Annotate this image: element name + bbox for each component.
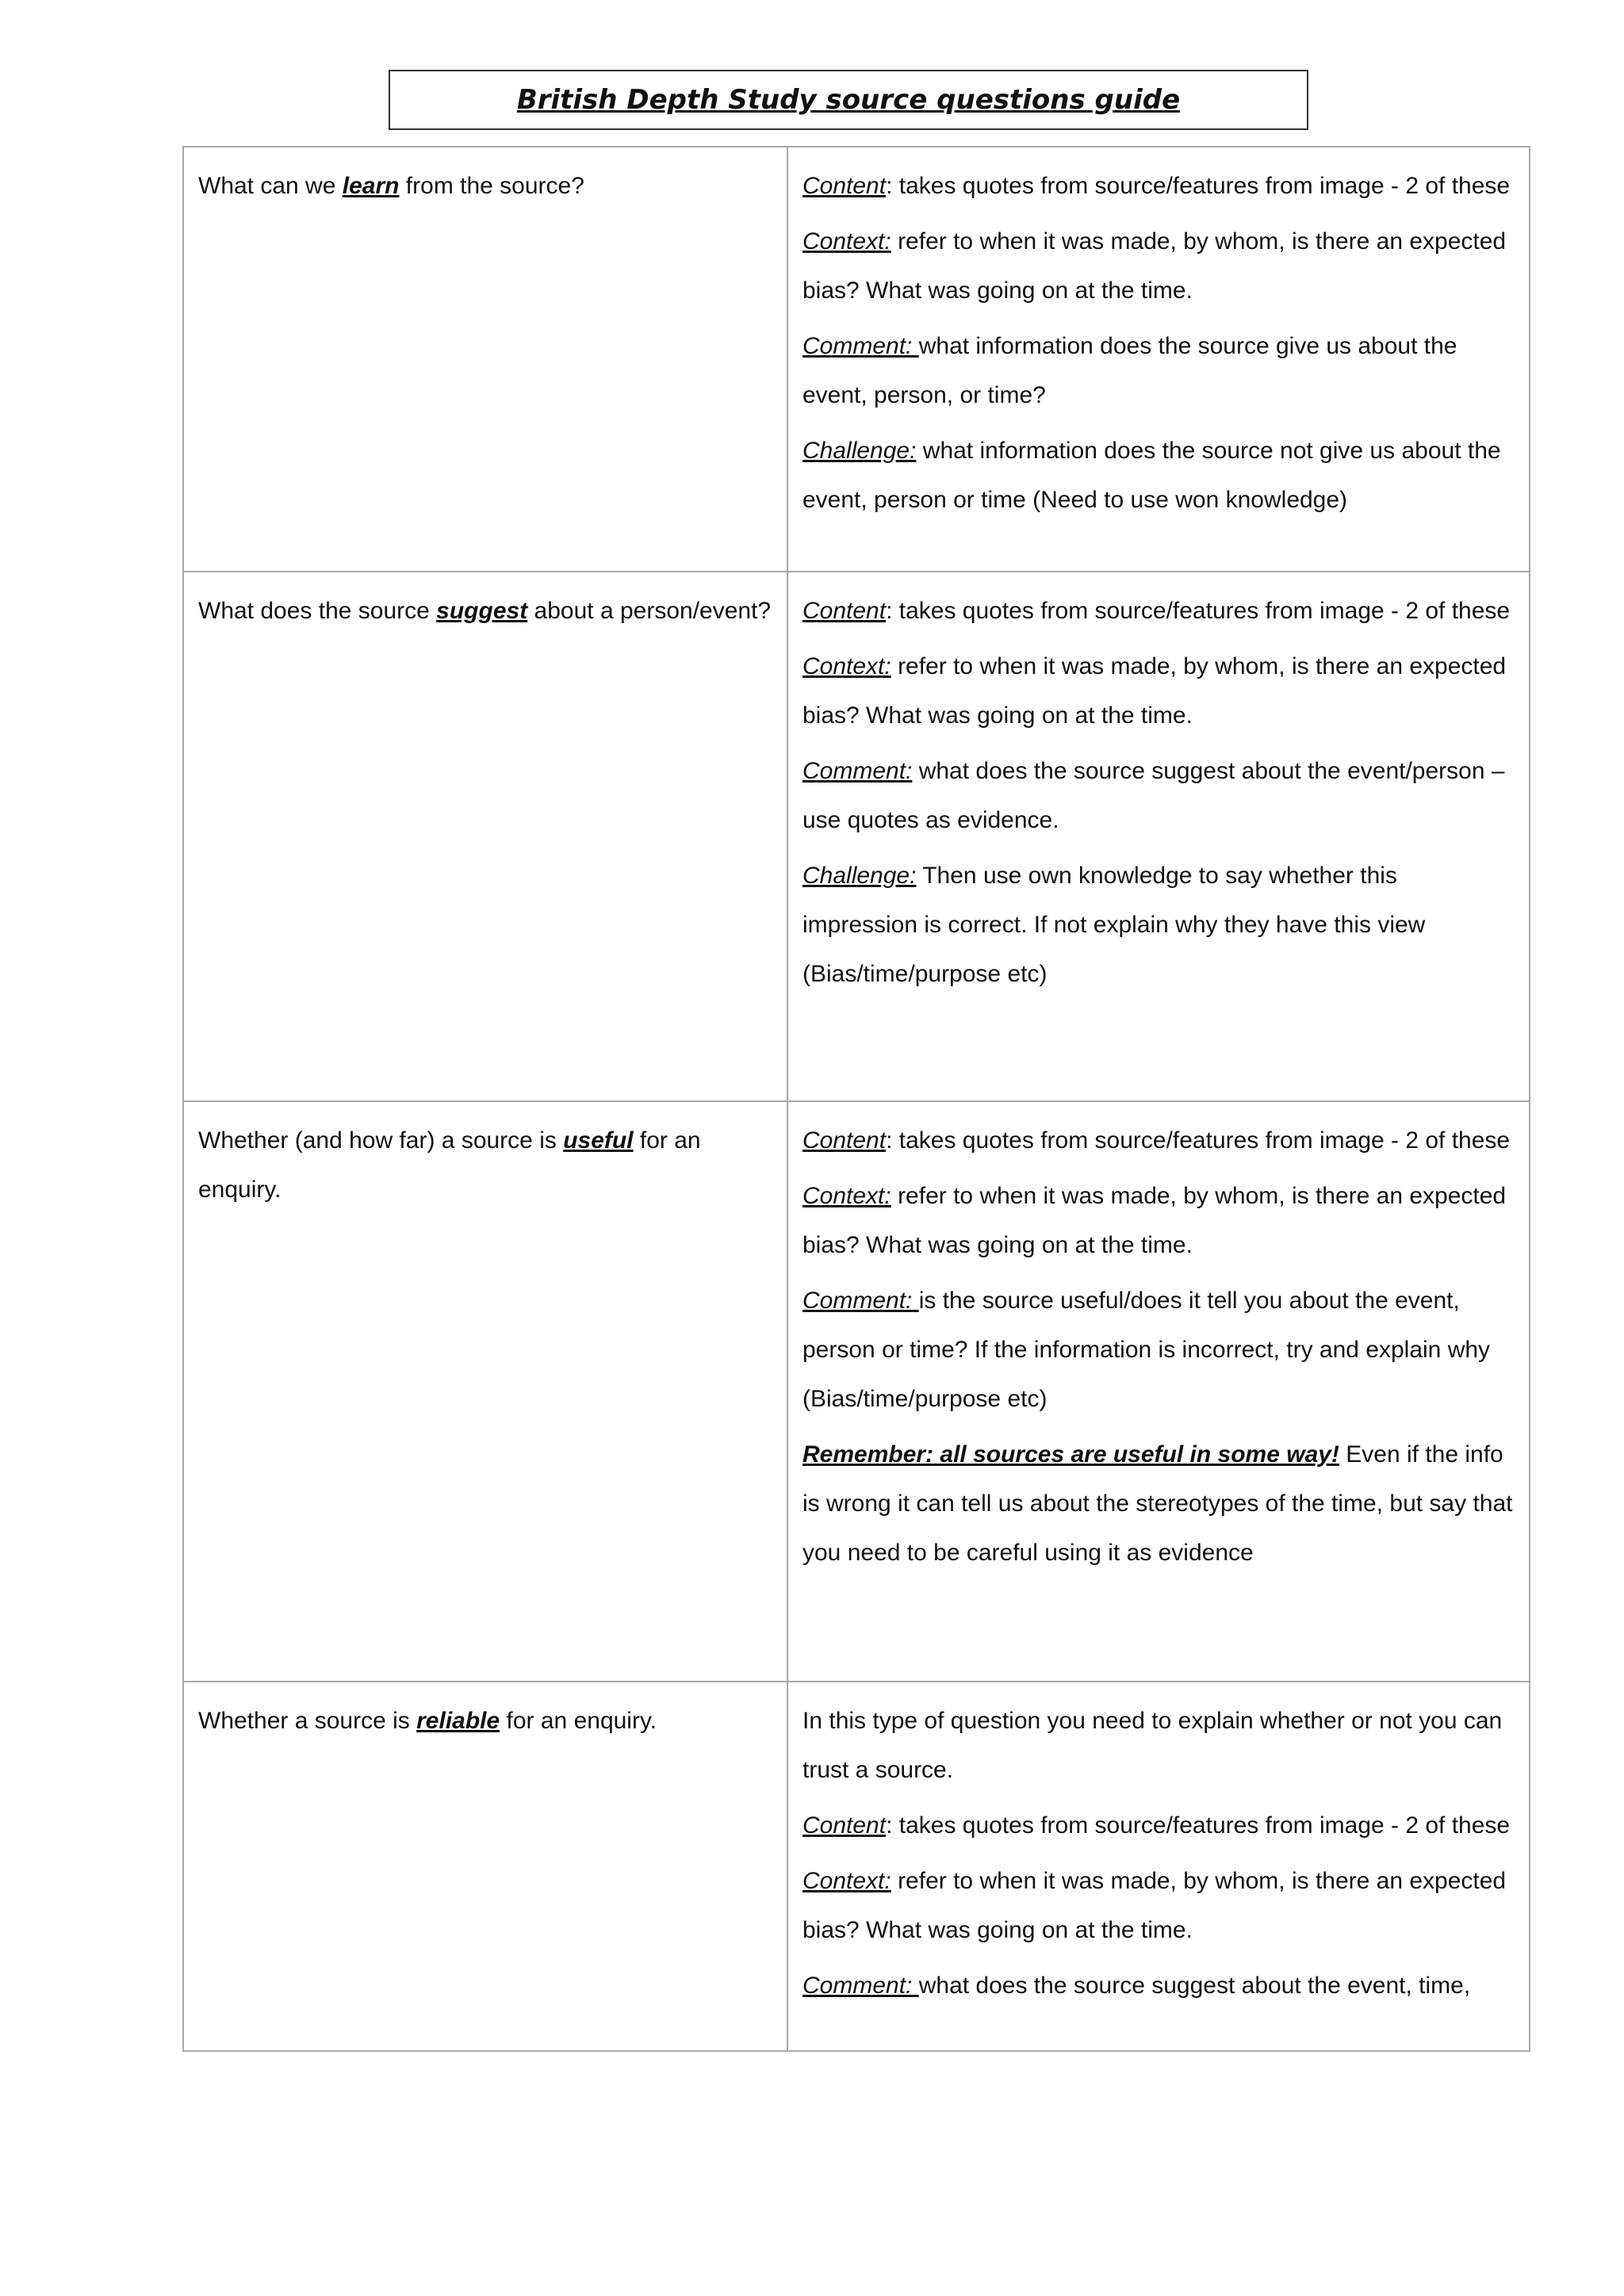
answer-point: Context: refer to when it was made, by whom, is there an expected bias? What was going on at the time. bbox=[802, 1183, 1507, 1258]
question-cell: What does the source suggest about a person/event? bbox=[183, 572, 787, 1101]
answer-intro: In this type of question you need to explain whether or not you can trust a source. bbox=[802, 1708, 1503, 1783]
answer-point: Content: takes quotes from source/features from image - 2 of these bbox=[802, 1812, 1511, 1839]
answer-point: Comment: is the source useful/does it tell you about the event, person or time? If the information is incorrect, try and explain why (Bias/time/purpose etc) bbox=[802, 1288, 1491, 1412]
answer-point: Context: refer to when it was made, by whom, is there an expected bias? What was going on at the time. bbox=[802, 653, 1507, 729]
answer-point: Remember: all sources are useful in some way! Even if the info is wrong it can tell us about the stereotypes of the time, but say that you need to be careful using it as evidence bbox=[802, 1441, 1513, 1566]
answer-cell bbox=[787, 572, 1530, 1101]
answer-point: Content: takes quotes from source/features from image - 2 of these bbox=[802, 173, 1511, 199]
answer-point: Content: takes quotes from source/features from image - 2 of these bbox=[802, 1127, 1511, 1154]
question-keyword: reliable bbox=[416, 1708, 500, 1734]
question-cell: Whether (and how far) a source is useful for an enquiry. bbox=[183, 1101, 787, 1682]
answer-cell bbox=[787, 1682, 1530, 2051]
table-row bbox=[183, 1682, 1530, 2051]
question-keyword: useful bbox=[563, 1127, 634, 1154]
answer-cell bbox=[787, 1101, 1530, 1682]
answer-clip bbox=[802, 1697, 1515, 2050]
answer-point: Comment: what does the source suggest about the event/person – use quotes as evidence. bbox=[802, 758, 1505, 833]
guide-table bbox=[182, 146, 1530, 2052]
table-row bbox=[183, 1101, 1530, 1682]
question-cell: Whether a source is reliable for an enquiry. bbox=[183, 1682, 787, 2051]
answer-point: Comment: what does the source suggest about the event, time, bbox=[802, 1973, 1471, 1999]
answer-cell bbox=[787, 147, 1530, 572]
title-box bbox=[389, 70, 1308, 130]
answer-point: Challenge: Then use own knowledge to say whether this impression is correct. If not explain why they have this view (Bias/time/purpose etc) bbox=[802, 863, 1426, 987]
answer-point: Content: takes quotes from source/features from image - 2 of these bbox=[802, 598, 1511, 624]
answer-point: Context: refer to when it was made, by whom, is there an expected bias? What was going on at the time. bbox=[802, 228, 1507, 304]
question-cell: What can we learn from the source? bbox=[183, 147, 787, 572]
question-keyword: learn bbox=[342, 173, 400, 199]
answer-point: Challenge: what information does the source not give us about the event, person or time (Need to use won knowledge) bbox=[802, 438, 1501, 513]
answer-point: Context: refer to when it was made, by whom, is there an expected bias? What was going on at the time. bbox=[802, 1868, 1507, 1943]
answer-point: Comment: what information does the source give us about the event, person, or time? bbox=[802, 333, 1457, 408]
table-row bbox=[183, 147, 1530, 572]
table-row bbox=[183, 572, 1530, 1101]
page-title: British Depth Study source questions guide bbox=[516, 84, 1181, 116]
question-keyword: suggest bbox=[436, 598, 528, 624]
